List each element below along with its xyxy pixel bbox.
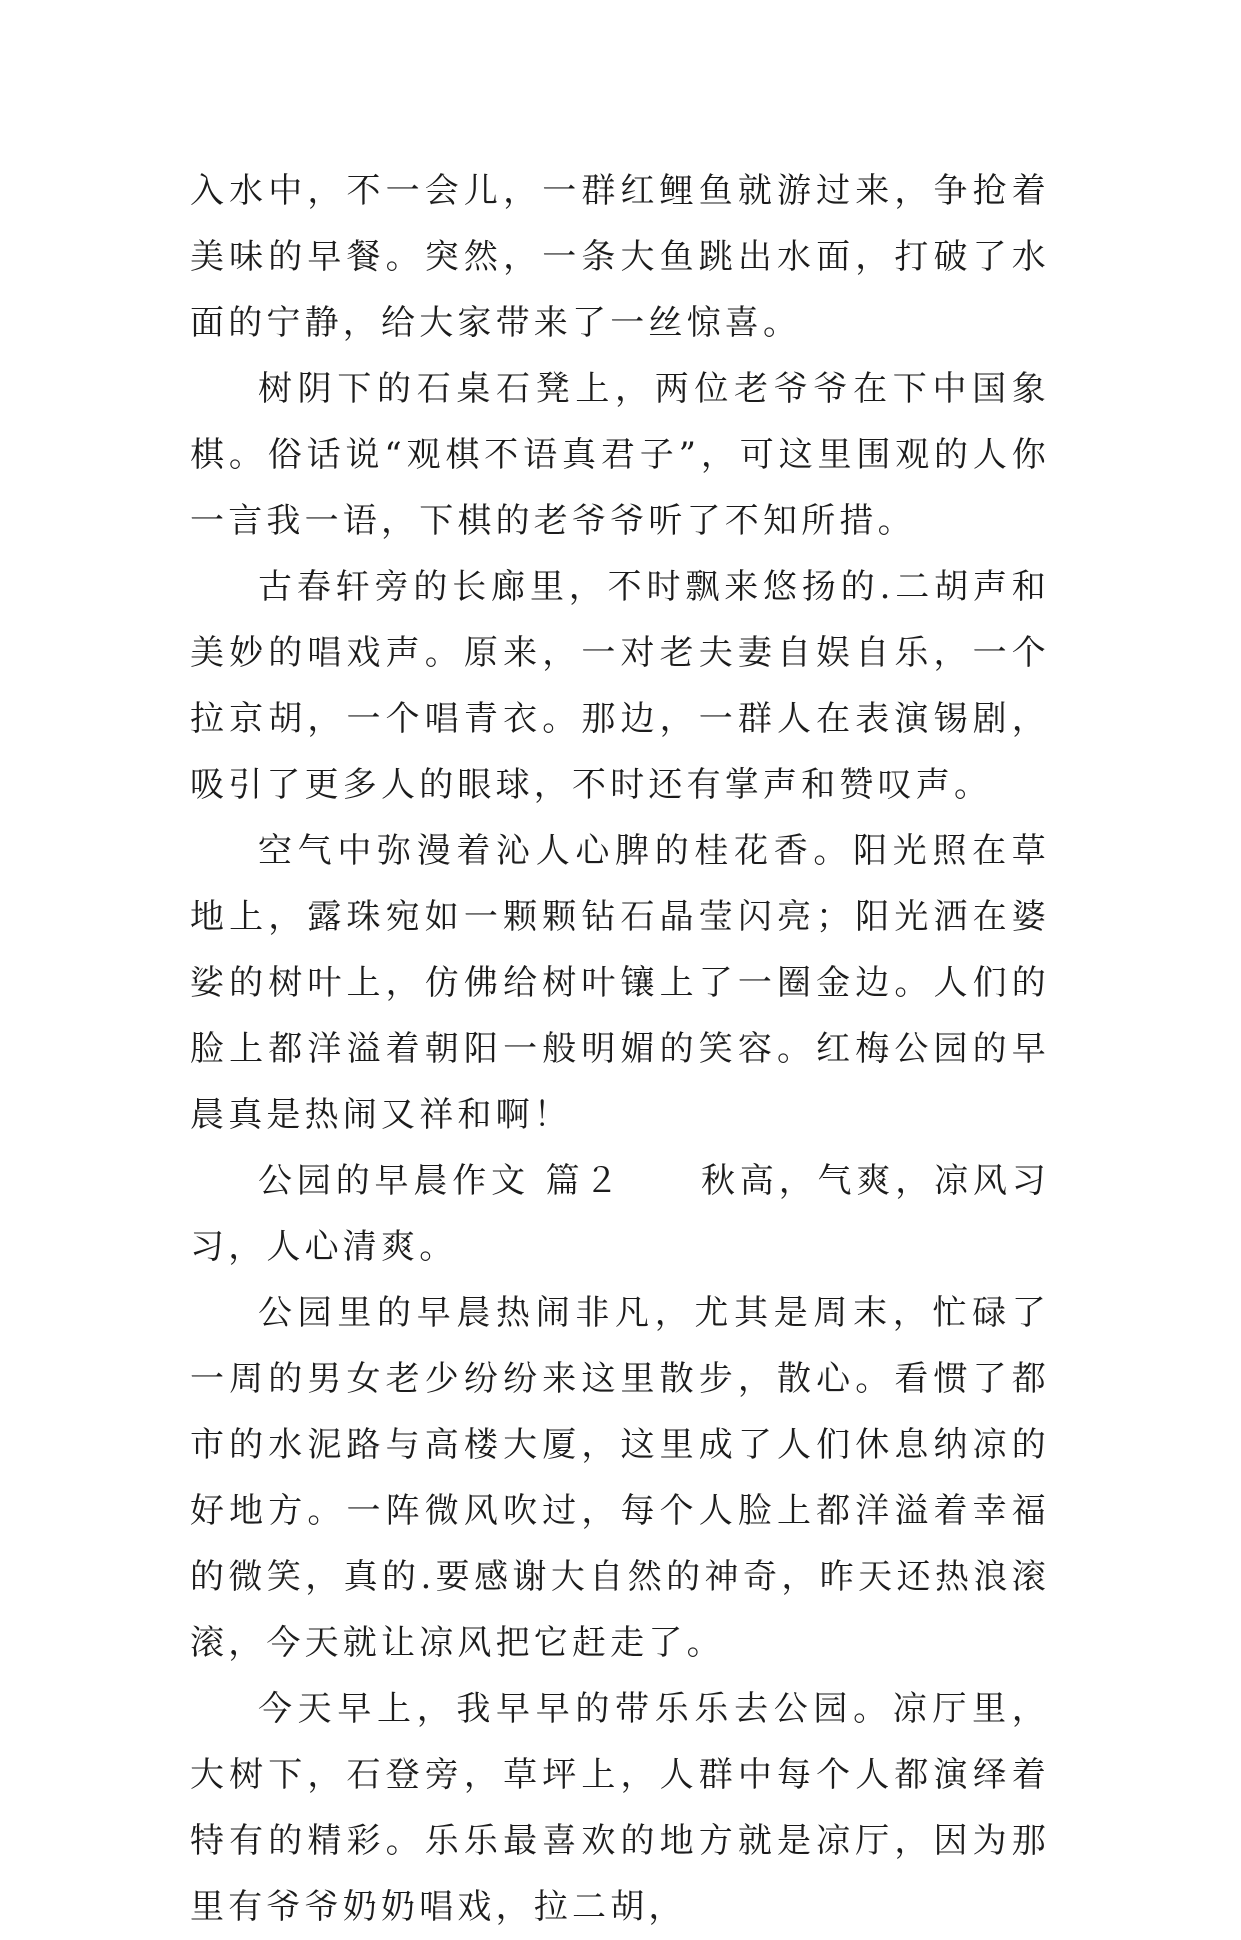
paragraph: 公园里的早晨热闹非凡，尤其是周末，忙碌了一周的男女老少纷纷来这里散步，散心。看惯了都市的水泥路与高楼大厦，这里成了人们休息纳凉的好地方。一阵微风吹过，每个人脸上都洋溢着幸福的微笑，真的.要感谢大自然的神奇，昨天还热浪滚滚，今天就让凉风把它赶走了。 — [190, 1293, 1050, 1663]
document-body — [190, 158, 1050, 1940]
paragraph: 树阴下的石桌石凳上，两位老爷爷在下中国象棋。俗话说“观棋不语真君子”，可这里围观的人你一言我一语，下棋的老爷爷听了不知所措。 — [190, 369, 1050, 541]
section-heading-paragraph: 公园的早晨作文 篇２ 秋高，气爽，凉风习习，人心清爽。 — [190, 1161, 1050, 1267]
paragraph: 古春轩旁的长廊里，不时飘来悠扬的.二胡声和美妙的唱戏声。原来，一对老夫妻自娱自乐，一个拉京胡，一个唱青衣。那边，一群人在表演锡剧，吸引了更多人的眼球，不时还有掌声和赞叹声。 — [190, 567, 1050, 805]
paragraph: 今天早上，我早早的带乐乐去公园。凉厅里，大树下，石登旁，草坪上，人群中每个人都演绎着特有的精彩。乐乐最喜欢的地方就是凉厅，因为那里有爷爷奶奶唱戏，拉二胡， — [190, 1689, 1050, 1927]
paragraph: 入水中，不一会儿，一群红鲤鱼就游过来，争抢着美味的早餐。突然，一条大鱼跳出水面，打破了水面的宁静，给大家带来了一丝惊喜。 — [190, 171, 1050, 343]
paragraph: 空气中弥漫着沁人心脾的桂花香。阳光照在草地上，露珠宛如一颗颗钻石晶莹闪亮；阳光洒在婆娑的树叶上，仿佛给树叶镶上了一圈金边。人们的脸上都洋溢着朝阳一般明媚的笑容。红梅公园的早晨真是热闹又祥和啊！ — [190, 831, 1050, 1135]
